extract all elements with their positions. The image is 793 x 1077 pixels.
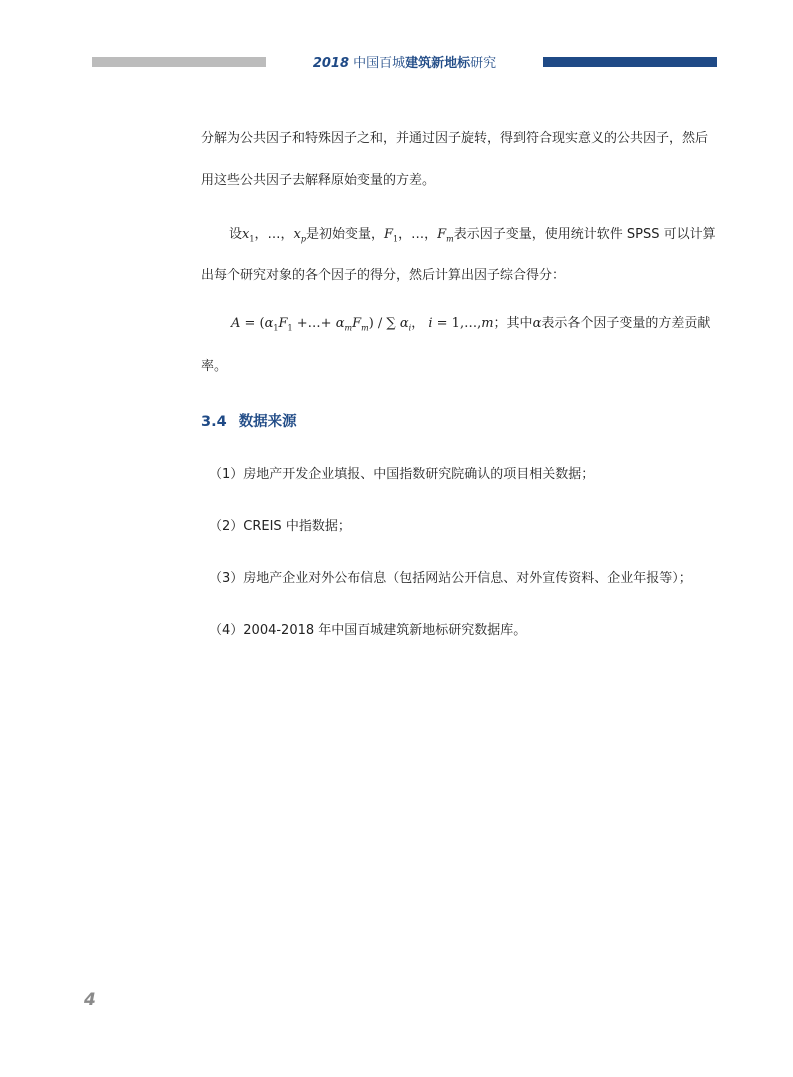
header-title bbox=[266, 52, 543, 71]
section-title: 数据来源 bbox=[238, 414, 297, 430]
formula-line bbox=[231, 315, 751, 338]
text-segment: 是初始变量， bbox=[305, 227, 384, 242]
page-number: 4 bbox=[84, 990, 96, 1010]
text-segment: 表示因子变量，使用统计软件 SPSS 可以计算 bbox=[453, 227, 716, 242]
header-title-pre: 中国百城 bbox=[349, 56, 406, 71]
text-segment: 设 bbox=[229, 227, 243, 242]
list-item: （2）CREIS 中指数据； bbox=[209, 519, 351, 534]
math-fm: $F_m$ bbox=[437, 227, 454, 244]
math-alpha: α bbox=[532, 316, 542, 331]
paragraph-2-line-2: 出每个研究对象的各个因子的得分，然后计算出因子综合得分： bbox=[201, 268, 566, 283]
text-segment: ；其中 bbox=[493, 316, 533, 331]
list-item: （4）2004-2018 年中国百城建筑新地标研究数据库。 bbox=[209, 623, 527, 638]
paragraph-1-line-1: 分解为公共因子和特殊因子之和，并通过因子旋转，得到符合现实意义的公共因子，然后 bbox=[201, 131, 709, 146]
text-segment: ，…， bbox=[254, 227, 294, 242]
section-number: 3.4 bbox=[201, 414, 227, 430]
list-item: （3）房地产企业对外公布信息（包括网站公开信息、对外宣传资料、企业年报等）； bbox=[209, 571, 692, 586]
formula-a: $A = (\alpha_1F_1$ +…+ $\alpha_mF_m$) / ∑ $\alpha_i$ bbox=[231, 316, 412, 333]
header-bar-right bbox=[543, 57, 717, 67]
list-item: （1）房地产开发企业填报、中国指数研究院确认的项目相关数据； bbox=[209, 467, 595, 482]
formula-separator: ， bbox=[411, 316, 425, 331]
paragraph-3-line-2: 率。 bbox=[201, 359, 228, 374]
formula-index: i = 1,…,m bbox=[424, 316, 494, 331]
section-heading bbox=[201, 410, 297, 431]
paragraph-2-line-1 bbox=[229, 226, 749, 249]
header-title-post: 研究 bbox=[470, 56, 497, 71]
header-bar-left bbox=[92, 57, 266, 67]
header-year: 2018 bbox=[312, 56, 349, 71]
math-xp: $x_p$ bbox=[293, 227, 306, 244]
paragraph-1-line-2: 用这些公共因子去解释原始变量的方差。 bbox=[201, 173, 436, 188]
header-title-bold: 建筑新地标 bbox=[405, 56, 471, 71]
text-segment: ，…， bbox=[398, 227, 438, 242]
text-segment: 表示各个因子变量的方差贡献 bbox=[541, 316, 711, 331]
math-f1: $F_1$ bbox=[383, 227, 399, 244]
math-x1: $x_1$ bbox=[242, 227, 255, 244]
